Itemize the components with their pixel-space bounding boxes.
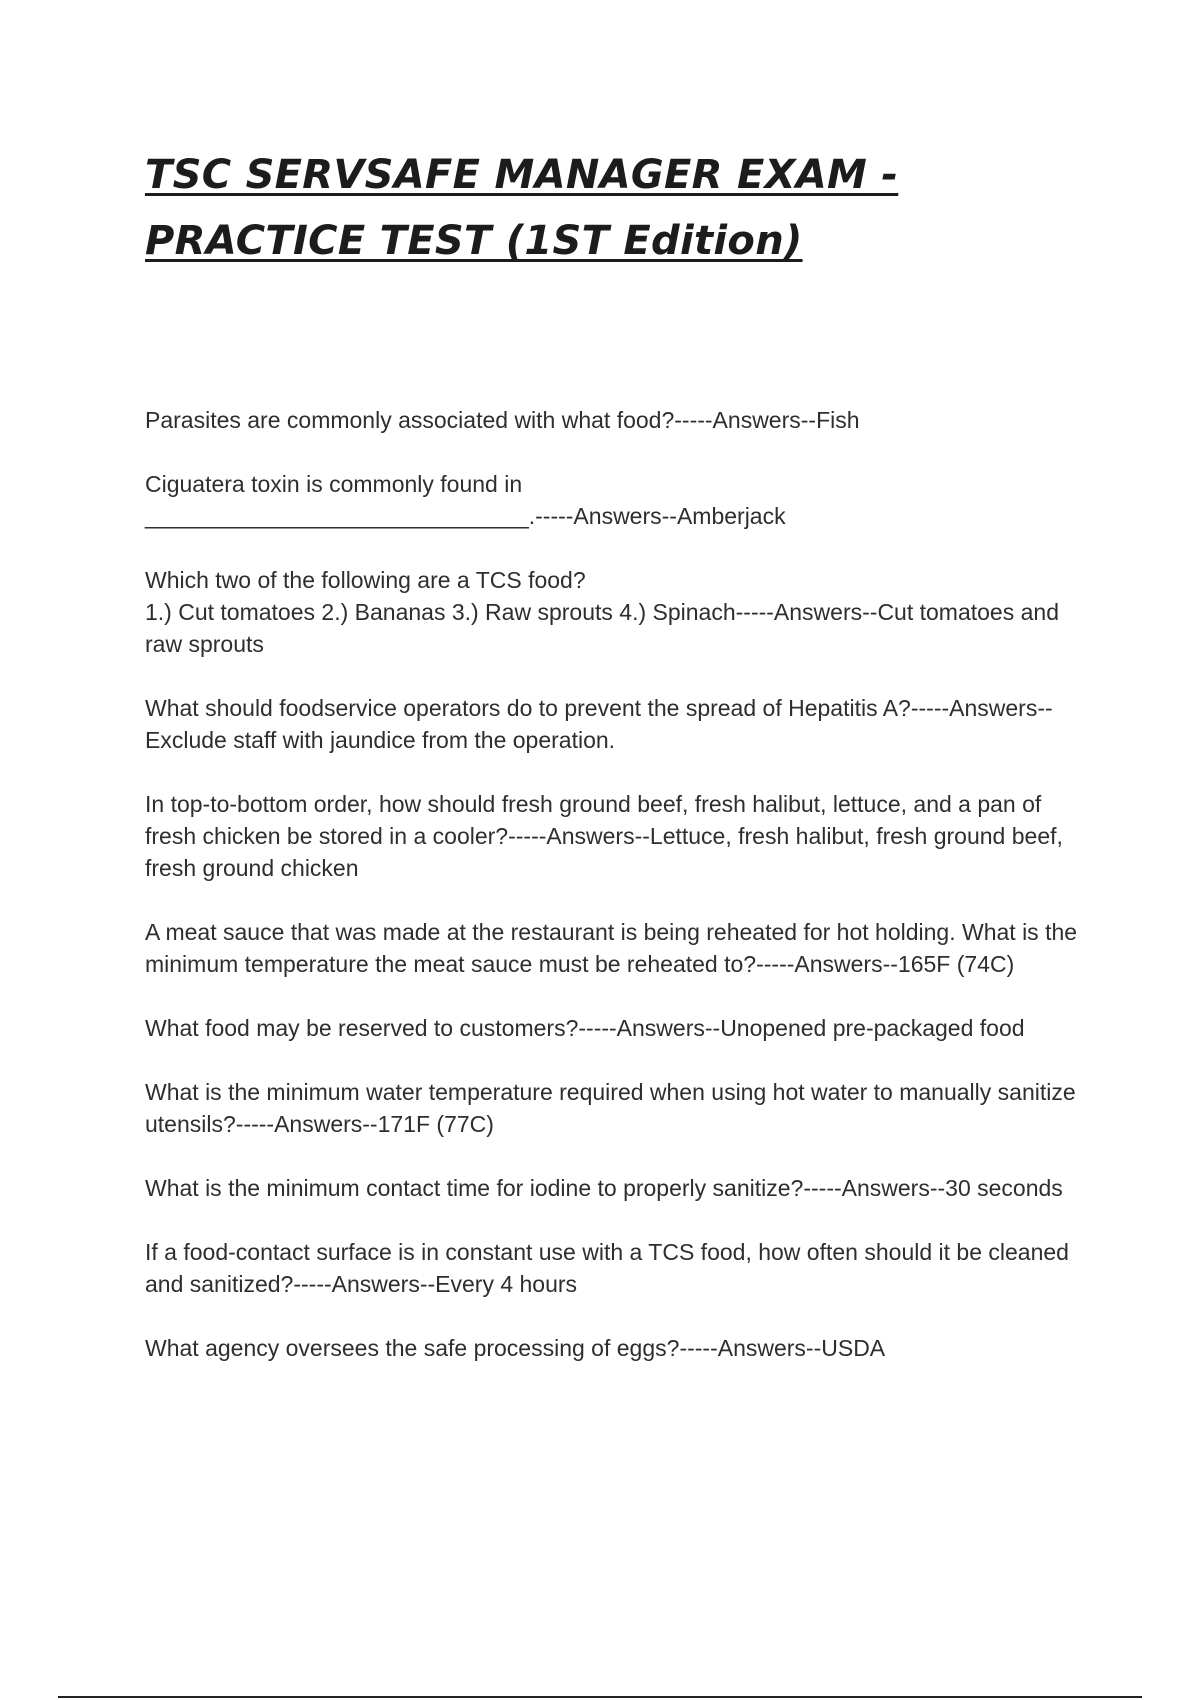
qa-item <box>145 1236 1095 1300</box>
answer-separator: -----Answers-- <box>508 823 650 849</box>
qa-item <box>145 916 1095 980</box>
answer-separator: -----Answers-- <box>756 951 898 977</box>
answer-text: Unopened pre-packaged food <box>720 1015 1025 1041</box>
qa-item <box>145 468 1095 532</box>
answer-separator: -----Answers-- <box>235 1111 378 1137</box>
answer-text: Amberjack <box>676 503 786 529</box>
title-line-2: PRACTICE TEST (1ST Edition) <box>145 218 803 264</box>
question-text: What food may be reserved to customers? <box>145 1015 579 1041</box>
answer-text: Cut tomatoes and raw sprouts <box>145 599 1066 657</box>
question-text: What agency oversees the safe processing of eggs? <box>145 1335 680 1361</box>
title-line-1: TSC SERVSAFE MANAGER EXAM - <box>145 152 899 198</box>
answer-separator: -----Answers-- <box>578 1015 721 1041</box>
answer-separator: -----Answers-- <box>674 407 817 433</box>
qa-item <box>145 404 1095 436</box>
question-text: If a food-contact surface is in constant use with a TCS food, how often should it be cleaned and sanitized? <box>145 1239 1076 1297</box>
question-text: Parasites are commonly associated with what food? <box>145 407 675 433</box>
question-text: In top-to-bottom order, how should fresh ground beef, fresh halibut, lettuce, and a pan of fresh chicken be stored in a cooler? <box>145 791 1048 849</box>
question-text: What should foodservice operators do to prevent the spread of Hepatitis A? <box>145 695 911 721</box>
document-title <box>145 142 1045 274</box>
question-text: What is the minimum water temperature required when using hot water to manually sanitize utensils? <box>145 1079 1083 1137</box>
answer-text: 165F (74C) <box>897 951 1015 977</box>
qa-item <box>145 788 1095 884</box>
question-text: What is the minimum contact time for iodine to properly sanitize? <box>145 1175 804 1201</box>
qa-item <box>145 1332 1095 1364</box>
footer-divider <box>58 1696 1142 1698</box>
answer-separator: -----Answers-- <box>803 1175 946 1201</box>
question-text: A meat sauce that was made at the restaurant is being reheated for hot holding. What is the minimum temperature the meat sauce must be reheated to? <box>145 919 1084 977</box>
qa-item <box>145 1012 1095 1044</box>
qa-item <box>145 1172 1095 1204</box>
answer-text: Fish <box>816 407 860 433</box>
question-text: Which two of the following are a TCS food? 1.) Cut tomatoes 2.) Bananas 3.) Raw sprouts 4.) Spinach <box>145 567 736 625</box>
answer-text: 171F (77C) <box>377 1111 494 1137</box>
question-text: Ciguatera toxin is commonly found in ______________________________. <box>145 471 536 529</box>
answer-text: Exclude staff with jaundice from the operation. <box>145 727 616 753</box>
qa-list <box>145 404 1095 1396</box>
qa-item <box>145 1076 1095 1140</box>
qa-item <box>145 692 1095 756</box>
answer-separator: -----Answers-- <box>293 1271 436 1297</box>
answer-text: 30 seconds <box>945 1175 1063 1201</box>
answer-text: USDA <box>821 1335 886 1361</box>
qa-item <box>145 564 1095 660</box>
answer-separator: -----Answers-- <box>910 695 1053 721</box>
answer-separator: -----Answers-- <box>535 503 677 529</box>
answer-text: Lettuce, fresh halibut, fresh ground beef, fresh ground chicken <box>145 823 1070 881</box>
answer-separator: -----Answers-- <box>679 1335 822 1361</box>
answer-separator: -----Answers-- <box>735 599 878 625</box>
answer-text: Every 4 hours <box>435 1271 578 1297</box>
